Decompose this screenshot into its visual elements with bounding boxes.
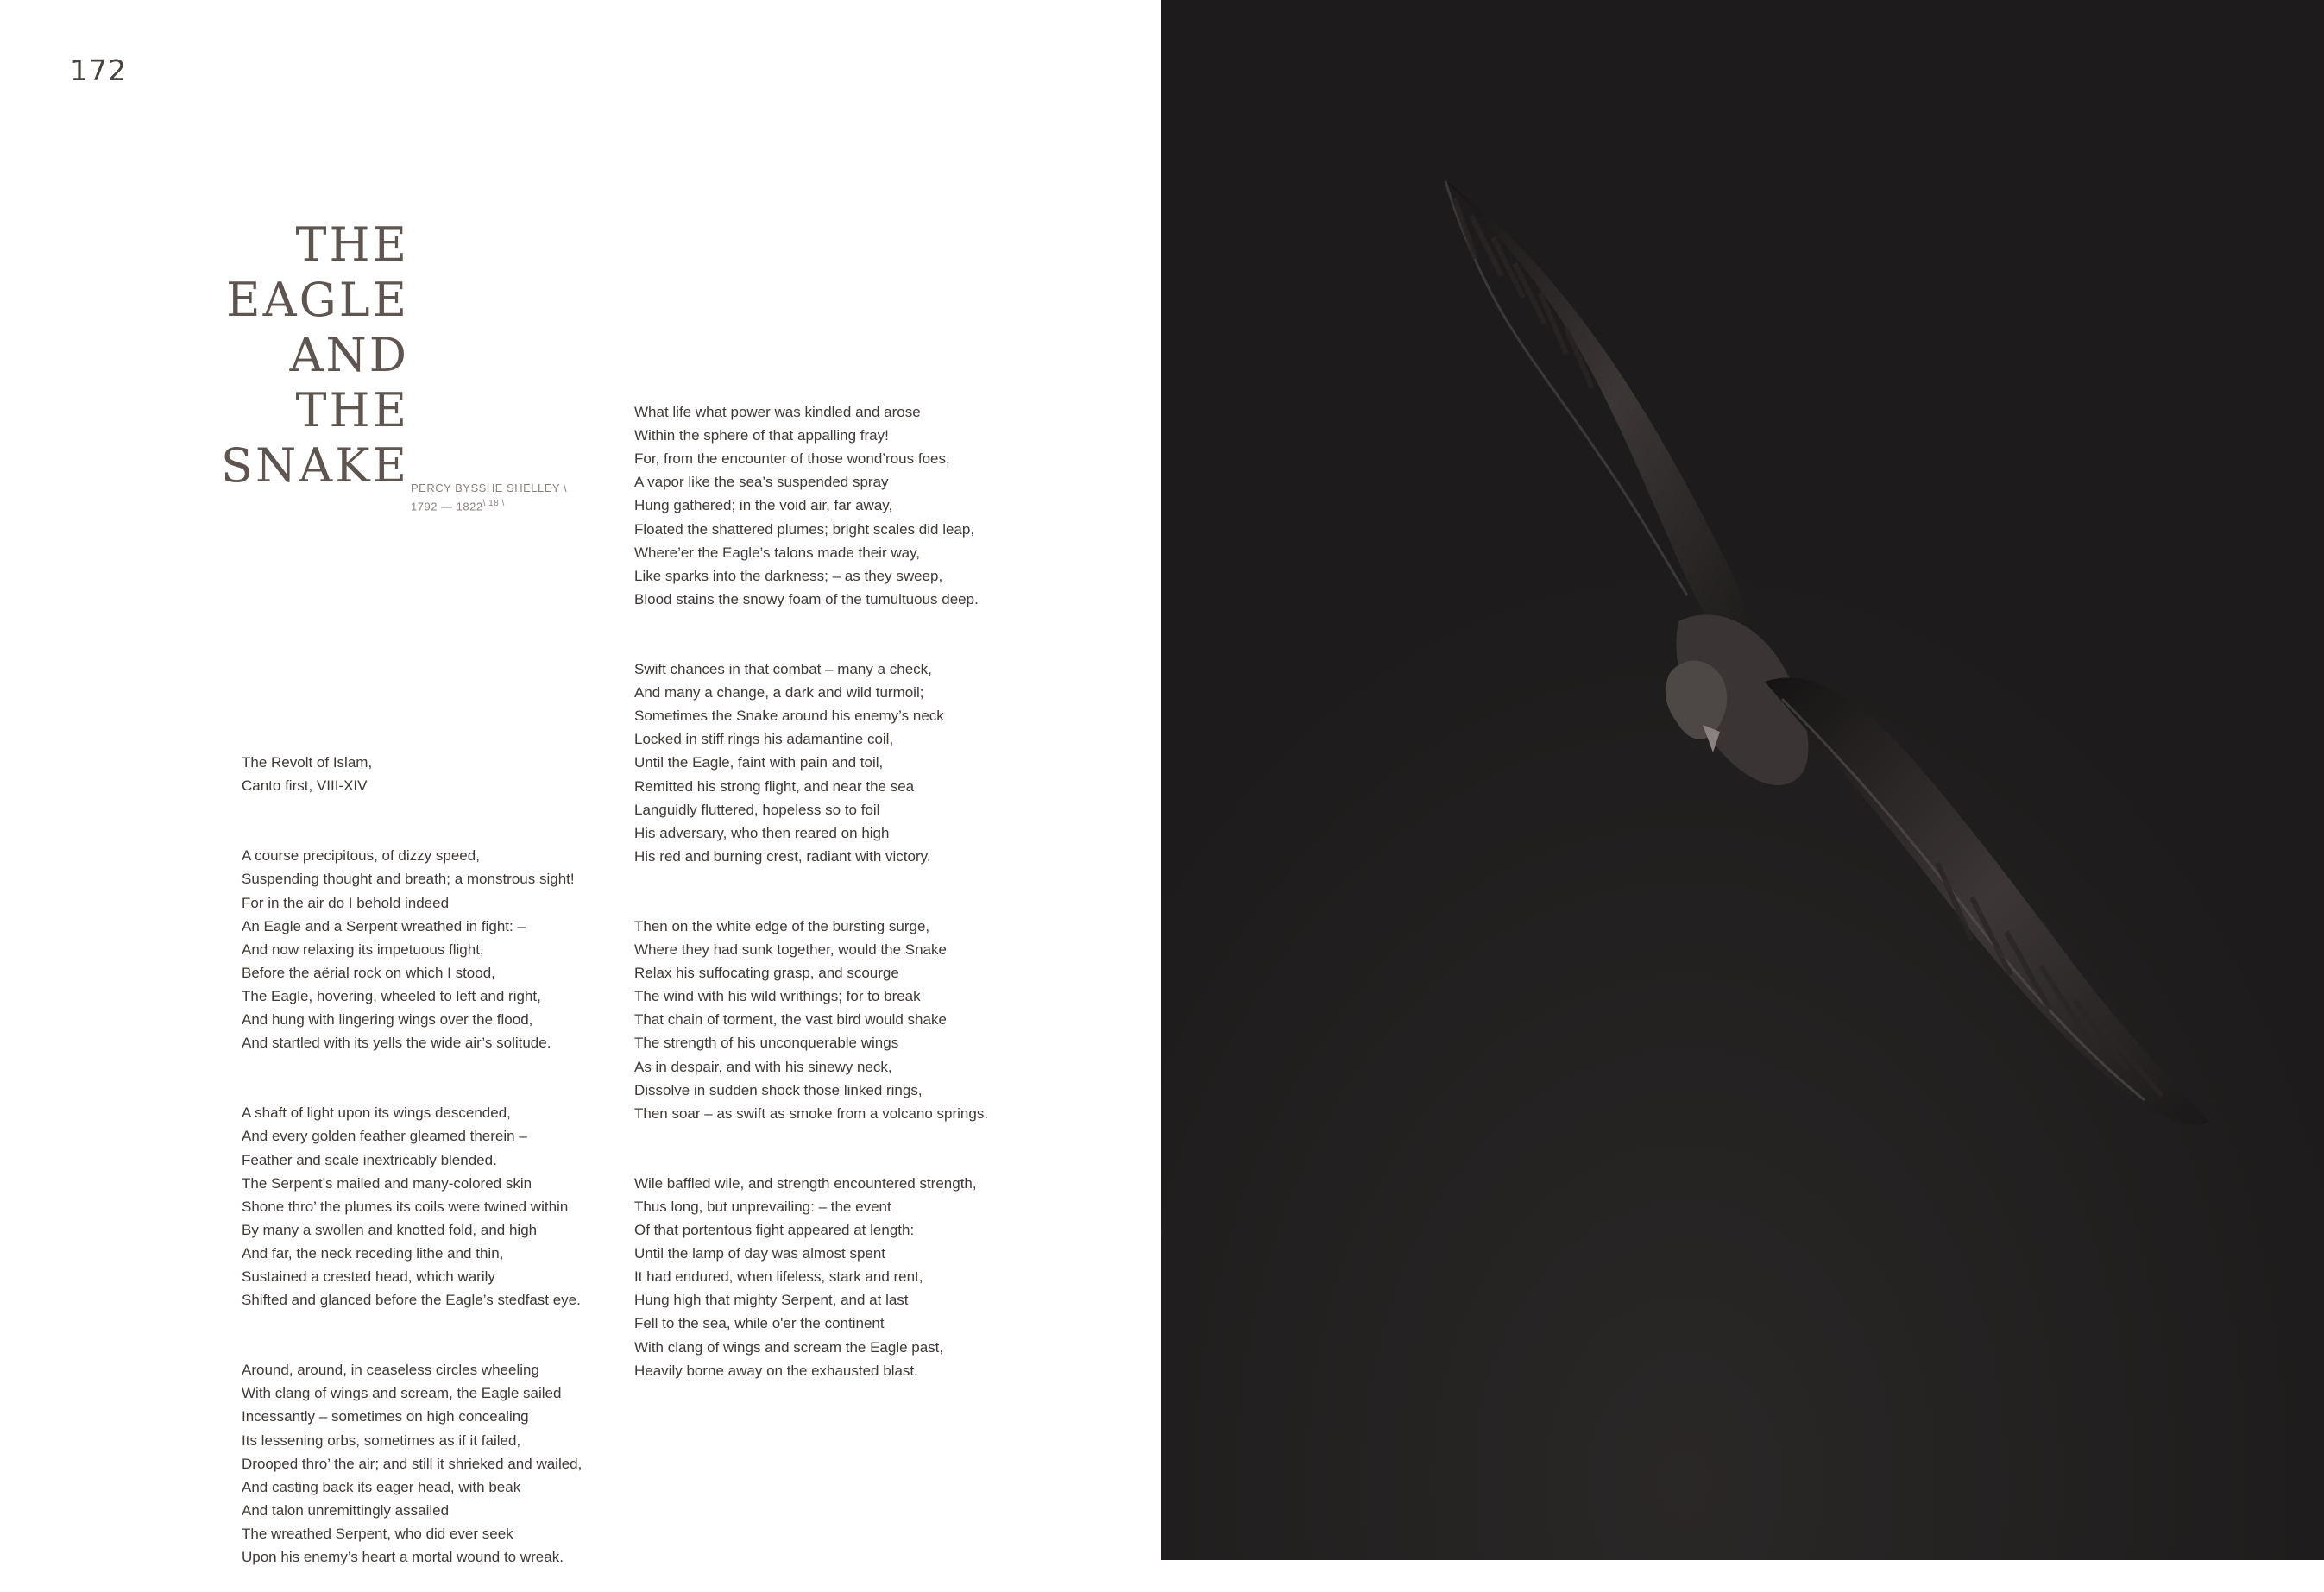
poem-column-right xyxy=(634,377,1023,1406)
title-line: AND xyxy=(289,328,409,382)
stanza: Around, around, in ceaseless circles wheeling With clang of wings and scream, the Eagle sailed Incessantly – sometimes on high concealing Its lessening orbs, sometimes as if it failed, Drooped thro’ the air; and still it shrieked and wailed, And casting back its eager head, with beak And talon unremittingly assailed The wreathed Serpent, who did ever seek Upon his enemy’s heart a mortal wound to wreak. xyxy=(242,1362,583,1565)
poem-column-left xyxy=(242,727,621,1592)
left-page xyxy=(0,0,1161,1565)
stanza: Wile baffled wile, and strength encountered strength, Thus long, but unprevailing: – the event Of that portentous fight appeared at length: Until the lamp of day was almost spent It had endured, when lifeless, stark and rent, Hung high that mighty Serpent, and at last Fell to the sea, while o'er the continent With clang of wings and scream the Eagle past, Heavily borne away on the exhausted blast. xyxy=(634,1174,977,1379)
eagle-photo-page xyxy=(1161,0,2324,1560)
note-reference: \ 18 \ xyxy=(482,499,505,508)
stanza: Swift chances in that combat – many a check, And many a change, a dark and wild turmoil; Sometimes the Snake around his enemy’s neck Locked in stiff rings his adamantine coil, Until the Eagle, faint with pain and toil, Remitted his strong flight, and near the sea Languidly fluttered, hopeless so to foil His adversary, who then reared on high His red and burning crest, radiant with victory. xyxy=(634,661,944,865)
eagle-photograph xyxy=(1161,0,2324,1560)
poem-source: The Revolt of Islam, Canto first, VIII-XIV xyxy=(242,754,373,795)
author-dates-line xyxy=(411,496,567,514)
author-name: PERCY BYSSHE SHELLEY \ xyxy=(411,481,568,494)
author-dates: 1792 — 1822 xyxy=(411,500,483,513)
title-line: THE xyxy=(295,217,409,272)
title-line: SNAKE xyxy=(220,438,409,493)
title-line: THE xyxy=(295,383,409,437)
stanza: Then on the white edge of the bursting surge, Where they had sunk together, would the Snake Relax his suffocating grasp, and scourge The wind with his wild writhings; for to break That chain of torment, the vast bird would shake The strength of his unconquerable wings As in despair, and with his sinewy neck, Dissolve in sudden shock those linked rings, Then soar – as swift as smoke from a volcano springs. xyxy=(634,917,989,1122)
stanza: A shaft of light upon its wings descended, And every golden feather gleamed therein – Feather and scale inextricably blended. The Serpent’s mailed and many-colored skin Shone thro’ the plumes its coils were twined within By many a swollen and knotted fold, and high And far, the neck receding lithe and thin, Sustained a crested head, which warily Shifted and glanced before the Eagle’s stedfast eye. xyxy=(242,1104,581,1309)
title-line: EAGLE xyxy=(226,273,409,327)
author-byline xyxy=(411,481,567,514)
page-number: 172 xyxy=(70,53,127,87)
poem-title xyxy=(221,217,409,494)
stanza: What life what power was kindled and arose Within the sphere of that appalling fray! For, from the encounter of those wond’rous foes, A vapor like the sea’s suspended spray Hung gathered; in the void air, far away, Floated the shattered plumes; bright scales did leap, Where’er the Eagle’s talons made their way, Like sparks into the darkness; – as they sweep, Blood stains the snowy foam of the tumultuous deep. xyxy=(634,404,979,607)
stanza: A course precipitous, of dizzy speed, Suspending thought and breath; a monstrous sight! For in the air do I behold indeed An Eagle and a Serpent wreathed in fight: – And now relaxing its impetuous flight, Before the aërial rock on which I stood, The Eagle, hovering, wheeled to left and right, And hung with lingering wings over the flood, And startled with its yells the wide air’s solitude. xyxy=(242,847,575,1052)
